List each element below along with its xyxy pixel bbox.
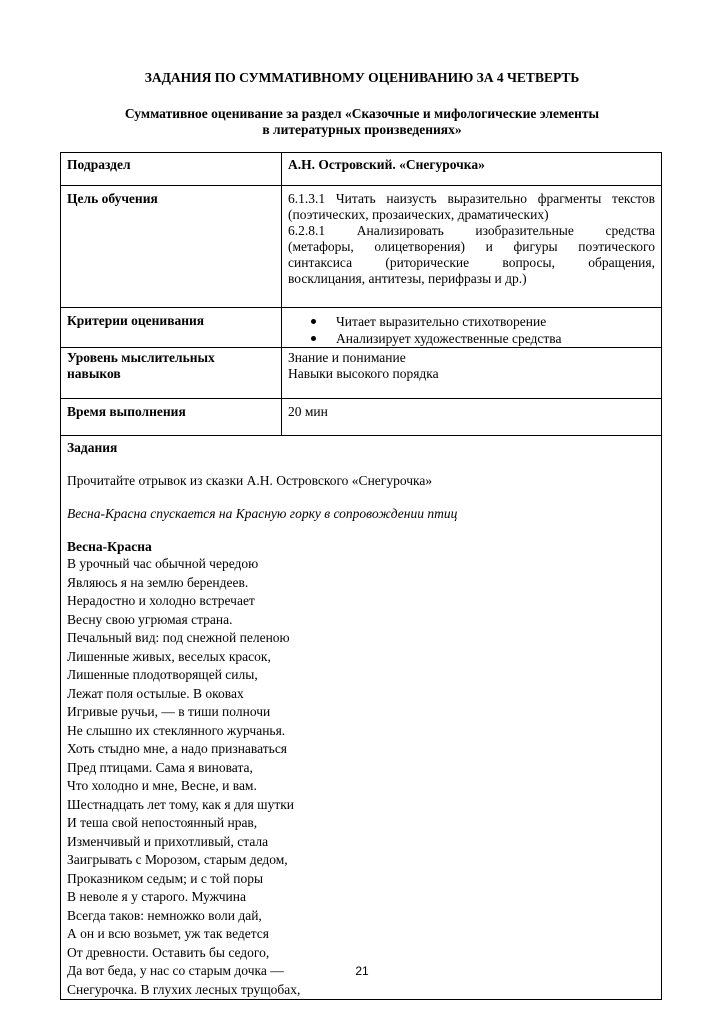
goal-line: 6.2.8.1 Анализировать изобразительные средства	[288, 223, 655, 238]
subsection-label: Подраздел	[61, 153, 282, 186]
thinking-label	[61, 348, 282, 399]
verse-line: И теша свой непостоянный нрав,	[67, 815, 258, 830]
tasks-label: Задания	[67, 440, 118, 455]
criteria-label: Критерии оценивания	[61, 308, 282, 348]
criteria-list	[288, 313, 655, 347]
thinking-line: Навыки высокого порядка	[288, 366, 439, 381]
subheading-line-1: Суммативное оценивание за раздел «Сказочные и мифологические элементы	[124, 106, 600, 121]
verse-line: Всегда таков: немножко воли дай,	[67, 907, 262, 923]
time-value: 20 мин	[282, 399, 662, 436]
verse-line: От древности. Оставить бы седого,	[67, 944, 270, 960]
criteria-text: Читает выразительно стихотворение	[336, 314, 547, 329]
verse-line: В урочный час обычной чередою	[67, 556, 259, 571]
verse-line: Являюсь я на землю берендеев.	[67, 574, 249, 590]
verse-line: Да вот беда, у нас со старым дочка —	[67, 963, 284, 978]
thinking-label-line-2: навыков	[67, 366, 121, 381]
tasks-instruction: Прочитайте отрывок из сказки А.Н. Островского «Снегурочка»	[67, 473, 433, 488]
stage-direction: Весна-Красна спускается на Красную горку в сопровождении птиц	[67, 506, 458, 521]
verse-line: Лишенные плодотворящей силы,	[67, 667, 258, 682]
row-time	[61, 399, 662, 436]
row-subsection	[61, 153, 662, 186]
verse-line: Игривые ручьи, — в тиши полночи	[67, 704, 271, 719]
verse-line: Шестнадцать лет тому, как я для шутки	[67, 796, 295, 812]
speaker-name: Весна-Красна	[67, 539, 152, 554]
verse-line: Изменчивый и прихотливый, стала	[67, 833, 269, 849]
thinking-value	[282, 348, 662, 399]
subsection-value: А.Н. Островский. «Снегурочка»	[282, 153, 662, 186]
verse-line: Весну свою угрюмая страна.	[67, 611, 233, 627]
document-subheading	[0, 106, 724, 138]
tasks-cell	[61, 436, 662, 1000]
criteria-item	[336, 330, 655, 347]
goal-line: синтаксиса (риторические вопросы, обращения,	[288, 255, 655, 270]
verse-line: Хоть стыдно мне, а надо признаваться	[67, 741, 288, 756]
row-thinking-skills	[61, 348, 662, 399]
subheading-line-2: в литературных произведениях»	[262, 122, 462, 137]
page-number: 21	[355, 964, 369, 978]
verse-line: Лежат поля остылые. В оковах	[67, 685, 244, 701]
verse-text	[67, 555, 655, 999]
criteria-text: Анализирует художественные средства	[336, 331, 562, 346]
verse-line: Снегурочка. В глухих лесных трущобах,	[67, 981, 301, 997]
row-learning-goal	[61, 186, 662, 308]
goal-line: 6.1.3.1 Читать наизусть выразительно фрагменты текстов	[288, 191, 655, 206]
verse-line: Проказником седым; и с той поры	[67, 870, 264, 886]
row-tasks	[61, 436, 662, 1000]
document-heading: ЗАДАНИЯ ПО СУММАТИВНОМУ ОЦЕНИВАНИЮ ЗА 4 ЧЕТВЕРТЬ	[144, 70, 580, 85]
goal-label: Цель обучения	[61, 186, 282, 308]
verse-line: Печальный вид: под снежной пеленою	[67, 630, 290, 645]
row-criteria	[61, 308, 662, 348]
bullet-icon	[311, 319, 316, 324]
time-label: Время выполнения	[61, 399, 282, 436]
goal-line: восклицания, антитезы, перифразы и др.)	[288, 271, 527, 286]
verse-line: Нерадостно и холодно встречает	[67, 593, 255, 608]
criteria-value	[282, 308, 662, 348]
goal-line: (поэтических, прозаических, драматических)	[288, 207, 549, 222]
verse-line: Не слышно их стеклянного журчанья.	[67, 722, 286, 738]
verse-line: А он и всю возьмет, уж так ведется	[67, 926, 270, 941]
verse-line: Лишенные живых, веселых красок,	[67, 648, 271, 664]
verse-line: В неволе я у старого. Мужчина	[67, 889, 246, 904]
verse-line: Пред птицами. Сама я виновата,	[67, 759, 253, 775]
verse-line: Что холодно и мне, Весне, и вам.	[67, 778, 257, 793]
thinking-label-line-1: Уровень мыслительных	[67, 350, 215, 365]
goal-value	[282, 186, 662, 308]
bullet-icon	[311, 336, 316, 341]
criteria-item	[336, 313, 655, 330]
verse-line: Заигрывать с Морозом, старым дедом,	[67, 852, 288, 867]
assessment-table	[60, 152, 662, 1000]
thinking-line: Знание и понимание	[288, 350, 406, 365]
goal-line: (метафоры, олицетворения) и фигуры поэтического	[288, 239, 655, 254]
